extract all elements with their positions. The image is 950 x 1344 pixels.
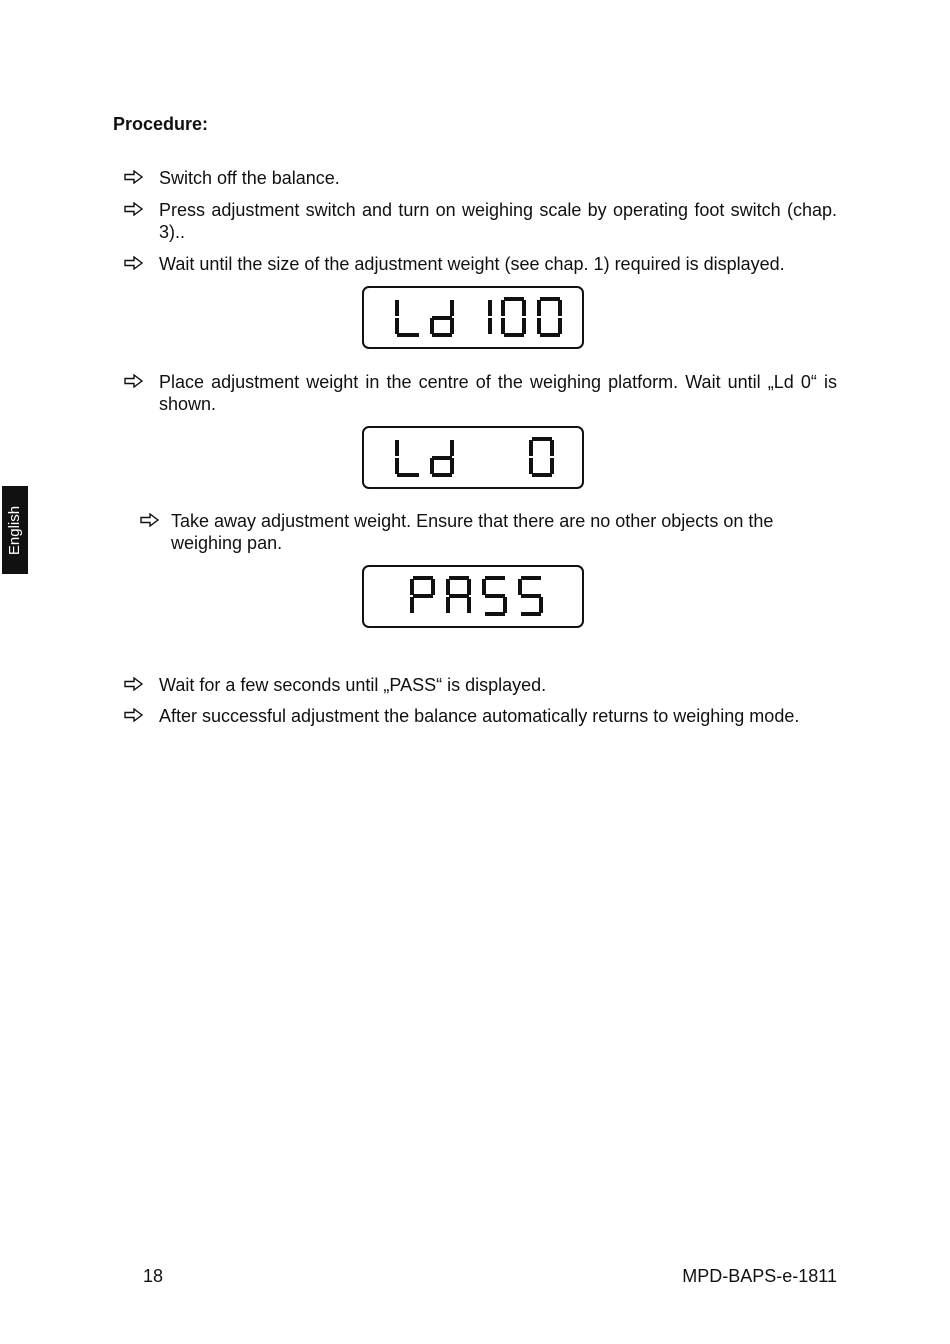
lcd-display-ld-100 <box>362 286 584 349</box>
language-tab <box>2 486 28 574</box>
step-item <box>124 674 837 696</box>
step-item <box>124 199 837 243</box>
arrow-right-icon <box>124 374 144 388</box>
language-tab-label: English <box>6 505 24 555</box>
lcd-display-pass <box>362 565 584 628</box>
lcd-segments <box>364 428 581 486</box>
step-text: After successful adjustment the balance automatically returns to weighing mode. <box>159 706 800 726</box>
procedure-heading: Procedure: <box>113 114 209 134</box>
lcd-segments <box>364 288 581 346</box>
arrow-right-icon <box>124 677 144 691</box>
step-text: Wait until the size of the adjustment weight (see chap. 1) required is displayed. <box>159 254 785 274</box>
lcd-segments <box>364 567 581 625</box>
step-text: Take away adjustment weight. Ensure that there are no other objects on the weighing pan. <box>171 511 774 553</box>
step-text: Switch off the balance. <box>159 168 340 188</box>
step-item <box>124 253 837 275</box>
document-code: MPD-BAPS-e-1811 <box>682 1266 837 1286</box>
step-item <box>124 705 837 727</box>
step-item <box>140 510 837 554</box>
arrow-right-icon <box>124 170 144 184</box>
step-item <box>124 371 837 415</box>
arrow-right-icon <box>124 708 144 722</box>
arrow-right-icon <box>124 256 144 270</box>
step-text: Place adjustment weight in the centre of the weighing platform. Wait until „Ld 0“ is shown. <box>159 372 837 414</box>
arrow-right-icon <box>124 202 144 216</box>
arrow-right-icon <box>140 513 160 527</box>
step-item <box>124 167 837 189</box>
lcd-display-ld-0 <box>362 426 584 489</box>
page-number: 18 <box>143 1266 164 1286</box>
step-text: Press adjustment switch and turn on weighing scale by operating foot switch (chap. 3).. <box>159 200 837 242</box>
step-text: Wait for a few seconds until „PASS“ is displayed. <box>159 675 547 695</box>
